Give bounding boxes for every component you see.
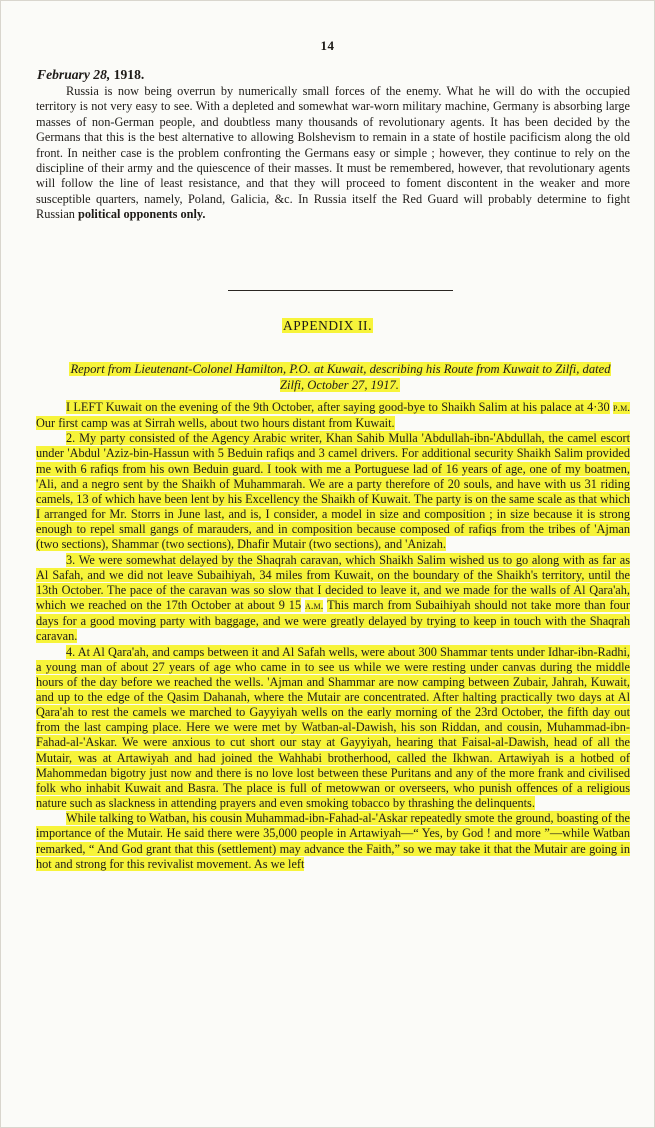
section-divider [228, 290, 453, 291]
appendix-title [0, 318, 655, 334]
report-body [36, 400, 630, 872]
paragraph-3-text-a: 3. We were somewhat delayed by the Shaqrah caravan, which Shaikh Salim wished us to go along with as far as Al Safah, and we did not leave Subaihiyah, 34 miles from Kuwait, on the boundary of the Shaikh's territory, until the 13th October. The pace of the caravan was so slow that I decided to leave it, and we made for the walls of Al Qara'ah, which we reached on the 17th October at about 9 15 [36, 552, 630, 613]
paragraph-2-text: 2. My party consisted of the Agency Arabic writer, Khan Sahib Mulla 'Abdullah-ibn-'Abdullah, the camel escort under 'Abdul 'Aziz-bin-Hassun with 5 Beduin rafiqs and 3 camel drivers. For additional security Shaikh Salim provided me with 6 rafiqs from his own Beduin guard. I took with me a Portuguese lad of 16 years of age, one of my boatmen, 'Ali, and a negro sent by the Shaikh of Muhammarah. We are a party therefore of 20 souls, and have with us 31 riding camels, 13 of which have been lent by his Excellency the Shaikh of Kuwait. The party is on the same scale as that which I arranged for Mr. Storrs in June last, and is, I consider, a model in size and composition ; in size because it is strong enough to repel small gangs of marauders, and in composition because composed of rafiqs from the tribes of 'Ajman (two sections), Shammar (two sections), Dhafir Mutair (two sections), and 'Anizah. [36, 431, 630, 552]
appendix-title-text: APPENDIX II. [282, 318, 373, 333]
intro-last-line: political opponents only. [78, 207, 206, 222]
paragraph-3-text-b: This march from Subaihiyah should not take more than four days for a good moving party with baggage, and we were greatly delayed by trying to keep in touch with the Shaqrah caravan. [36, 598, 630, 644]
paragraph-2 [36, 431, 630, 552]
paragraph-4 [36, 645, 630, 812]
date-year: 1918. [113, 67, 145, 82]
page-number: 14 [320, 38, 335, 53]
intro-text: Russia is now being overrun by numerically small forces of the enemy. What he will do with the occupied territory is not very easy to see. With a depleted and somewhat war-worn military machine, Germany is absorbing large masses of non-German people, and doubtless many thousands of revolutionary agents. It has been decided by the Germans that this is the best alternative to allowing Bolshevism to remain in a state of hostile pacificism along the old front. In neither case is the problem confronting the Germans easy or simple ; however, they continue to rely on the discipline of their army and the quiescence of their masses. It must be remembered, however, that revolutionary agents will follow the line of least resistance, and that they will proceed to foment discontent in the weaker and more susceptible quarters, namely, Poland, Galicia, &c. In Russia itself the Red Guard will probably determine to fight Russian [36, 84, 630, 222]
paragraph-1-text-a: I LEFT Kuwait on the evening of the 9th October, after saying good-bye to Shaikh Salim at his palace at 4·30 [66, 400, 610, 414]
report-title-text: Report from Lieutenant-Colonel Hamilton, P.O. at Kuwait, describing his Route from Kuwait to Zilfi, dated Zilfi, October 27, 1917. [70, 362, 611, 392]
paragraph-5-text: While talking to Watban, his cousin Muhammad-ibn-Fahad-al-'Askar repeatedly smote the ground, boasting of the importance of the Mutair. He said there were 35,000 people in Artawiyah—“ Yes, by God ! and more ”—while Watban remarked, “ And God grant that this (settlement) may advance the Faith,” so we may take it that the Mutair are going in hot and strong for this revivalist movement. As we left [36, 811, 630, 871]
paragraph-3-time-am: a.m. [305, 600, 324, 613]
paragraph-4-text: 4. At Al Qara'ah, and camps between it and Al Safah wells, were about 300 Shammar tents under Idhar-ibn-Radhi, a young man of about 27 years of age who came in to see us while we were resting under canvas during the middle hours of the day before we reached the wells. 'Ajman and Shammar are now camping between Zubair, Jahrah, Kuwait, and up to the edge of the Qasim Dahanah, where the Mutair are concentrated. After halting practically two days at Al Qara'ah to rest the camels we marched to Gayyiyah wells on the early morning of the 23rd October, the fifth day out from the last camping place. Here we were met by Watban-al-Dawish, his son Riddan, and cousin, Muhammad-ibn-Fahad-al-'Askar. We were anxious to cut short our stay at Gayyiyah, hearing that Faisal-al-Dawish, head of all the Mutair, was at Artawiyah and had joined the Wahhabi brotherhood, called the Ikhwan. Artawiyah is a hotbed of Mahommedan bigotry just now and there is no love lost between these Puritans and any of the more frank and civilised folk who inhabit Kuwait and Basra. The place is full of metowwan or overseers, who punish offences of a religious nature such as slackness in attending prayers and even smoking tobacco by thrashing the delinquents. [36, 644, 630, 811]
paragraph-1 [36, 400, 630, 431]
report-title [60, 362, 620, 393]
paragraph-1-text-b: Our first camp was at Sirrah wells, about two hours distant from Kuwait. [36, 416, 395, 431]
paragraph-1-time-pm: p.m. [612, 402, 630, 414]
intro-paragraph [36, 84, 630, 223]
paragraph-3 [36, 553, 630, 645]
date-heading [37, 67, 144, 83]
paragraph-5 [36, 811, 630, 872]
date-month-day: February 28, [37, 67, 111, 82]
